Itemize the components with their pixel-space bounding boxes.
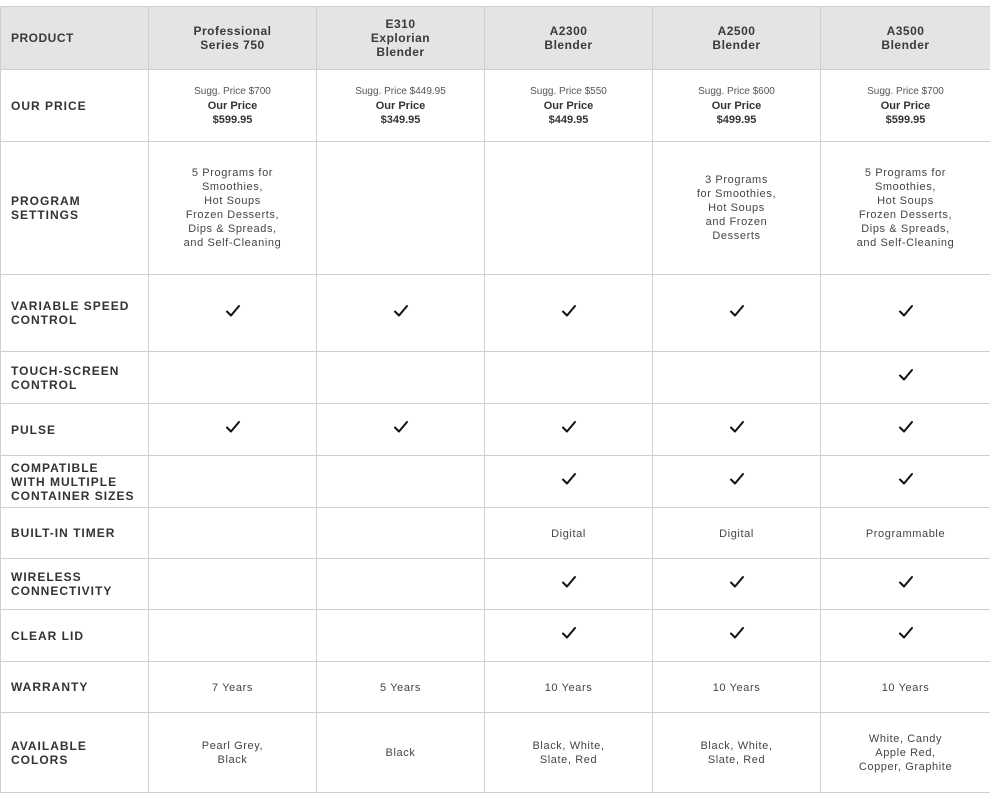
our-price-value: $349.95 [380, 114, 421, 126]
row-label: PRODUCT [1, 7, 149, 70]
text-line: Hot Soups [877, 195, 934, 207]
checkmark-icon [729, 625, 745, 641]
cell-value: 10 Years [881, 682, 930, 694]
check-cell [149, 404, 317, 456]
suggested-price: Sugg. Price $550 [530, 86, 607, 97]
product-header [317, 7, 485, 70]
text-line: A2300 [549, 24, 588, 38]
check-cell [149, 610, 317, 662]
text-line: Slate, Red [539, 753, 598, 766]
text-cell [149, 142, 317, 275]
cell-value: Programmable [865, 528, 946, 540]
text-line: VARIABLE SPEED [11, 299, 130, 313]
price-cell [821, 70, 990, 142]
check-cell [485, 352, 653, 404]
text-line: Smoothies, [201, 181, 264, 193]
checkmark-icon [561, 419, 577, 435]
row-label [1, 142, 149, 275]
text-cell [821, 142, 990, 275]
text-line: and Self-Cleaning [856, 237, 955, 249]
row-label [1, 508, 149, 559]
cell-value: Digital [719, 528, 754, 540]
row-label [1, 559, 149, 610]
text-line: Black [217, 753, 248, 766]
text-line: Smoothies, [874, 181, 937, 193]
row-clear-lid [1, 610, 990, 662]
text-cell [485, 662, 653, 713]
text-cell [653, 142, 821, 275]
cell-value: 7 Years [212, 682, 253, 694]
check-cell [485, 275, 653, 352]
checkmark-icon [561, 303, 577, 319]
price-cell [149, 70, 317, 142]
row-variable-speed [1, 275, 990, 352]
our-price-label: Our Price [375, 100, 426, 112]
our-price-label: Our Price [207, 100, 258, 112]
row-label [1, 610, 149, 662]
text-cell [653, 508, 821, 559]
text-line: Slate, Red [707, 753, 766, 766]
product-header [653, 7, 821, 70]
row-program-settings [1, 142, 990, 275]
text-cell [317, 142, 485, 275]
text-line: Dips & Spreads, [188, 223, 277, 235]
text-line: Dips & Spreads, [861, 223, 950, 235]
our-price-label: Our Price [880, 100, 931, 112]
check-cell [653, 456, 821, 508]
text-line: WIRELESS [11, 570, 82, 584]
checkmark-icon [729, 303, 745, 319]
suggested-price: Sugg. Price $700 [867, 86, 944, 97]
text-line: COLORS [11, 752, 69, 767]
check-cell [317, 610, 485, 662]
check-cell [821, 610, 990, 662]
text-line: COMPATIBLE [11, 460, 99, 475]
checkmark-icon [729, 574, 745, 590]
text-line: Explorian [370, 31, 431, 45]
text-cell [821, 662, 990, 713]
our-price-label: Our Price [543, 100, 594, 112]
row-warranty [1, 662, 990, 713]
row-header [1, 7, 990, 70]
row-timer [1, 508, 990, 559]
text-line: Blender [712, 38, 761, 52]
check-cell [821, 559, 990, 610]
text-line: Blender [544, 38, 593, 52]
row-label [1, 713, 149, 793]
row-label: OUR PRICE [1, 70, 149, 142]
text-cell [485, 142, 653, 275]
our-price-value: $599.95 [212, 114, 253, 126]
text-cell [485, 508, 653, 559]
row-wireless [1, 559, 990, 610]
check-cell [317, 275, 485, 352]
text-line: CLEAR LID [11, 628, 84, 643]
text-line: E310 [385, 17, 416, 31]
price-cell [317, 70, 485, 142]
text-cell [653, 662, 821, 713]
text-line: CONTROL [11, 377, 78, 392]
text-line: Hot Soups [204, 195, 261, 207]
text-line: BUILT-IN TIMER [11, 526, 116, 540]
check-cell [821, 404, 990, 456]
row-colors [1, 713, 990, 793]
cell-value: 10 Years [544, 682, 593, 694]
checkmark-icon [561, 625, 577, 641]
our-price-value: $599.95 [885, 114, 926, 126]
check-cell [485, 559, 653, 610]
row-label [1, 456, 149, 508]
suggested-price: Sugg. Price $600 [698, 86, 775, 97]
checkmark-icon [225, 419, 241, 435]
checkmark-icon [729, 471, 745, 487]
check-cell [653, 559, 821, 610]
text-line: AVAILABLE [11, 738, 87, 753]
check-cell [821, 275, 990, 352]
checkmark-icon [561, 574, 577, 590]
check-cell [653, 404, 821, 456]
text-cell [485, 713, 653, 793]
check-cell [149, 275, 317, 352]
text-line: Frozen Desserts, [185, 209, 280, 221]
checkmark-icon [393, 303, 409, 319]
check-cell [149, 352, 317, 404]
text-line: 3 Programs [705, 174, 768, 186]
text-line: Apple Red, [875, 746, 936, 759]
text-cell [653, 713, 821, 793]
cell-value: 10 Years [712, 682, 761, 694]
text-line: Blender [881, 38, 930, 52]
text-line: Desserts [712, 230, 761, 242]
checkmark-icon [561, 471, 577, 487]
row-label [1, 404, 149, 456]
text-line: Frozen Desserts, [858, 209, 953, 221]
cell-value: Digital [551, 528, 586, 540]
comparison-table [0, 6, 990, 793]
text-cell [821, 508, 990, 559]
our-price-value: $449.95 [548, 114, 589, 126]
text-cell [821, 713, 990, 793]
check-cell [317, 456, 485, 508]
text-line: 5 Programs for [864, 167, 947, 179]
row-compatible [1, 456, 990, 508]
text-cell [317, 508, 485, 559]
checkmark-icon [729, 419, 745, 435]
text-cell [317, 662, 485, 713]
check-cell [821, 352, 990, 404]
checkmark-icon [898, 574, 914, 590]
text-line: TOUCH-SCREEN [11, 363, 120, 378]
checkmark-icon [898, 303, 914, 319]
row-label [1, 275, 149, 352]
text-line: SETTINGS [11, 208, 80, 222]
check-cell [149, 456, 317, 508]
checkmark-icon [898, 367, 914, 383]
product-header [149, 7, 317, 70]
checkmark-icon [393, 419, 409, 435]
text-line: White, Candy [868, 732, 943, 745]
checkmark-icon [225, 303, 241, 319]
text-line: Hot Soups [708, 202, 765, 214]
text-cell [149, 713, 317, 793]
text-line: CONTAINER SIZES [11, 488, 135, 503]
check-cell [653, 352, 821, 404]
cell-value: 5 Years [380, 682, 421, 694]
price-cell [485, 70, 653, 142]
suggested-price: Sugg. Price $449.95 [355, 86, 446, 97]
text-line: Black, White, [700, 739, 773, 752]
suggested-price: Sugg. Price $700 [194, 86, 271, 97]
check-cell [653, 275, 821, 352]
text-line: WITH MULTIPLE [11, 474, 118, 489]
text-cell [317, 713, 485, 793]
check-cell [485, 456, 653, 508]
check-cell [317, 352, 485, 404]
product-header [821, 7, 990, 70]
text-line: A3500 [886, 24, 925, 38]
checkmark-icon [898, 625, 914, 641]
price-cell [653, 70, 821, 142]
checkmark-icon [898, 471, 914, 487]
text-line: Professional [193, 24, 272, 38]
text-line: PROGRAM [11, 194, 81, 208]
text-line: PULSE [11, 422, 57, 437]
text-line: Series 750 [200, 38, 265, 52]
check-cell [317, 559, 485, 610]
text-cell [149, 662, 317, 713]
check-cell [485, 610, 653, 662]
text-line: for Smoothies, [696, 188, 777, 200]
text-line: Black, White, [532, 739, 605, 752]
text-line: Copper, Graphite [858, 760, 953, 773]
checkmark-icon [898, 419, 914, 435]
text-line: Blender [376, 45, 425, 59]
text-line: Black [385, 746, 416, 759]
row-label [1, 662, 149, 713]
check-cell [485, 404, 653, 456]
row-label [1, 352, 149, 404]
text-cell [149, 508, 317, 559]
check-cell [317, 404, 485, 456]
row-touch-screen [1, 352, 990, 404]
check-cell [821, 456, 990, 508]
text-line: Pearl Grey, [201, 739, 264, 752]
text-line: 5 Programs for [191, 167, 274, 179]
text-line: CONNECTIVITY [11, 584, 113, 598]
text-line: and Self-Cleaning [183, 237, 282, 249]
text-line: CONTROL [11, 313, 78, 327]
product-header [485, 7, 653, 70]
row-price [1, 70, 990, 142]
check-cell [653, 610, 821, 662]
our-price-value: $499.95 [716, 114, 757, 126]
text-line: and Frozen [705, 216, 768, 228]
row-pulse [1, 404, 990, 456]
check-cell [149, 559, 317, 610]
text-line: WARRANTY [11, 680, 89, 694]
text-line: A2500 [717, 24, 756, 38]
our-price-label: Our Price [711, 100, 762, 112]
